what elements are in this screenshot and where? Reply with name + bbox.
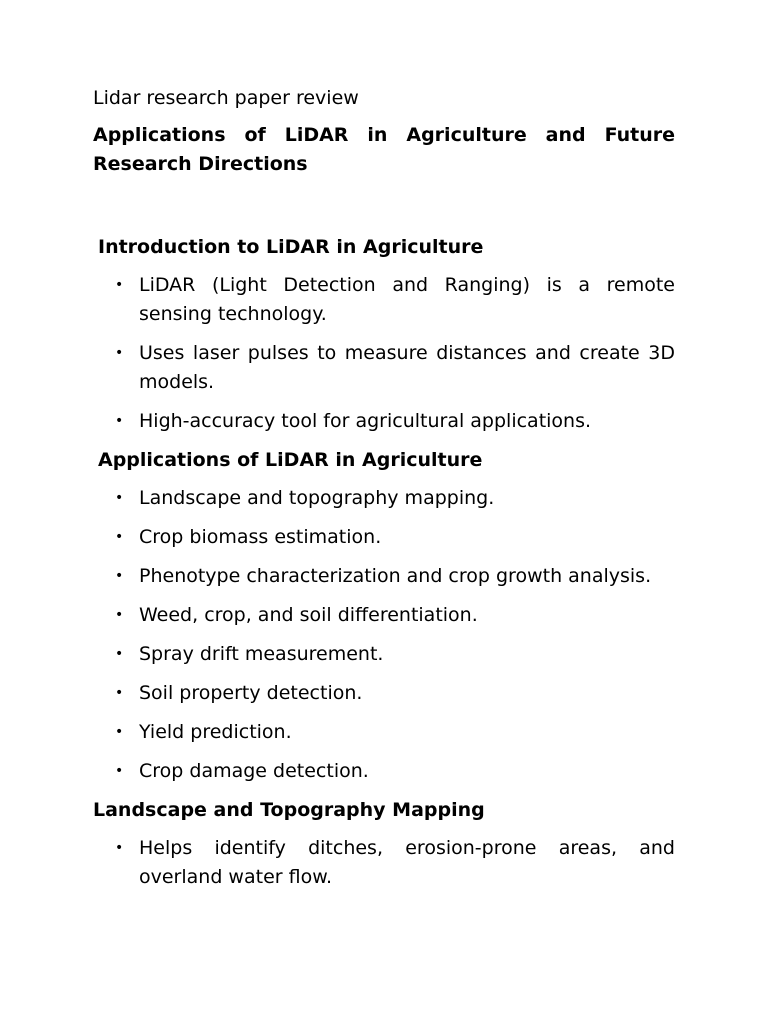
list-item: • Soil property detection. <box>93 679 675 708</box>
bullet-icon: • <box>115 529 124 545</box>
bullet-icon: • <box>115 490 124 506</box>
bullet-icon: • <box>115 345 124 361</box>
bullet-icon: • <box>115 607 124 623</box>
list-item: • Weed, crop, and soil differentiation. <box>93 601 675 630</box>
section-heading-landscape: Landscape and Topography Mapping <box>93 799 485 821</box>
bullet-list-applications <box>93 484 675 786</box>
document-title: Lidar research paper review <box>93 87 359 109</box>
list-item: • LiDAR (Light Detection and Ranging) is a remote sensing technology. <box>93 271 675 329</box>
section-heading-introduction: Introduction to LiDAR in Agriculture <box>98 236 484 258</box>
bullet-icon: • <box>115 568 124 584</box>
bullet-icon: • <box>115 413 124 429</box>
list-item: • Yield prediction. <box>93 718 675 747</box>
list-item: • Spray drift measurement. <box>93 640 675 669</box>
bullet-icon: • <box>115 724 124 740</box>
bullet-icon: • <box>115 685 124 701</box>
document-page <box>93 84 675 902</box>
bullet-icon: • <box>115 277 124 293</box>
list-item: • Helps identify ditches, erosion-prone areas, and overland water flow. <box>93 834 675 892</box>
main-heading: Applications of LiDAR in Agriculture and Future Research Directions <box>93 124 675 175</box>
list-item: • Uses laser pulses to measure distances and create 3D models. <box>93 339 675 397</box>
bullet-list-introduction <box>93 271 675 436</box>
bullet-icon: • <box>115 840 124 856</box>
bullet-list-landscape <box>93 834 675 892</box>
list-item: • High-accuracy tool for agricultural applications. <box>93 407 675 436</box>
list-item: • Phenotype characterization and crop growth analysis. <box>93 562 675 591</box>
list-item: • Landscape and topography mapping. <box>93 484 675 513</box>
section-heading-applications: Applications of LiDAR in Agriculture <box>98 449 483 471</box>
list-item: • Crop damage detection. <box>93 757 675 786</box>
list-item: • Crop biomass estimation. <box>93 523 675 552</box>
bullet-icon: • <box>115 646 124 662</box>
bullet-icon: • <box>115 763 124 779</box>
